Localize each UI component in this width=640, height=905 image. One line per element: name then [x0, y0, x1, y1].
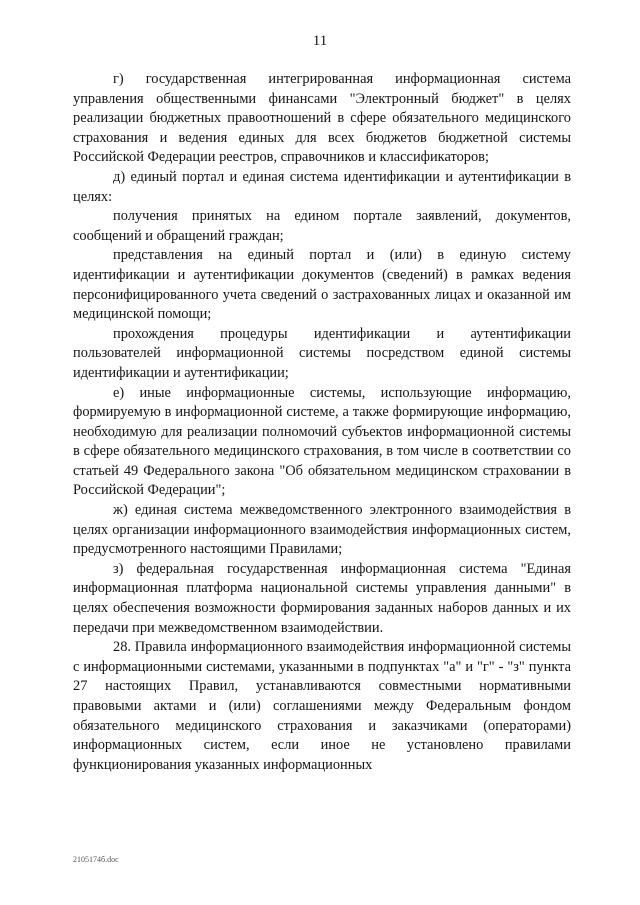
paragraph-item-g: г) государственная интегрированная информационная система управления общественными финансами "Электронный бюджет" в целях реализации бюджетных правоотношений в сфере обязательного медицинского страхования и ведения единых для всех бюджетов бюджетной системы Российской Федерации реестров, справочников и классификаторов; [73, 71, 571, 166]
paragraph-point-28: 28. Правила информационного взаимодействия информационной системы с информационными системами, указанными в подпунктах "а" и "г" - "з" пункта 27 настоящих Правил, устанавливаются совместными нормативными правовыми актами и (или) соглашениями между Федеральным фондом обязательного медицинского страхования и заказчиками (операторами) информационных систем, если иное не установлено правилами функционирования указанных информационных [73, 639, 571, 773]
file-name-footer: 2105174б.doc [73, 855, 119, 864]
paragraph-item-d: д) единый портал и единая система идентификации и аутентификации в целях: [73, 168, 571, 205]
paragraph-item-zh: ж) единая система межведомственного электронного взаимодействия в целях организации информационного взаимодействия информационных систем, предусмотренного настоящими Правилами; [73, 502, 571, 558]
paragraph-item-z: з) федеральная государственная информационная система "Единая информационная платформа национальной системы управления данными" в целях обеспечения возможности формирования заданных наборов данных и их передачи при межведомственном взаимодействии. [73, 560, 571, 636]
paragraph-item-d-purpose-2: представления на единый портал и (или) в единую систему идентификации и аутентификации документов (сведений) в рамках ведения персонифицированного учета сведений о застрахованных лицах и оказанной им медицинской помощи; [73, 247, 571, 323]
paragraph-item-d-purpose-1: получения принятых на едином портале заявлений, документов, сообщений и обращений граждан; [73, 208, 571, 244]
document-body [73, 70, 571, 775]
paragraph-item-e: е) иные информационные системы, использующие информацию, формируемую в информационной системе, а также формирующие информацию, необходимую для реализации полномочий субъектов информационной системы в сфере обязательного медицинского страхования, в том числе в соответствии со статьей 49 Федерального закона "Об обязательном медицинском страховании в Российской Федерации"; [73, 384, 571, 499]
paragraph-item-d-purpose-3: прохождения процедуры идентификации и аутентификации пользователей информационной системы посредством единой системы идентификации и аутентификации; [73, 325, 571, 381]
page-number: 11 [312, 33, 328, 49]
